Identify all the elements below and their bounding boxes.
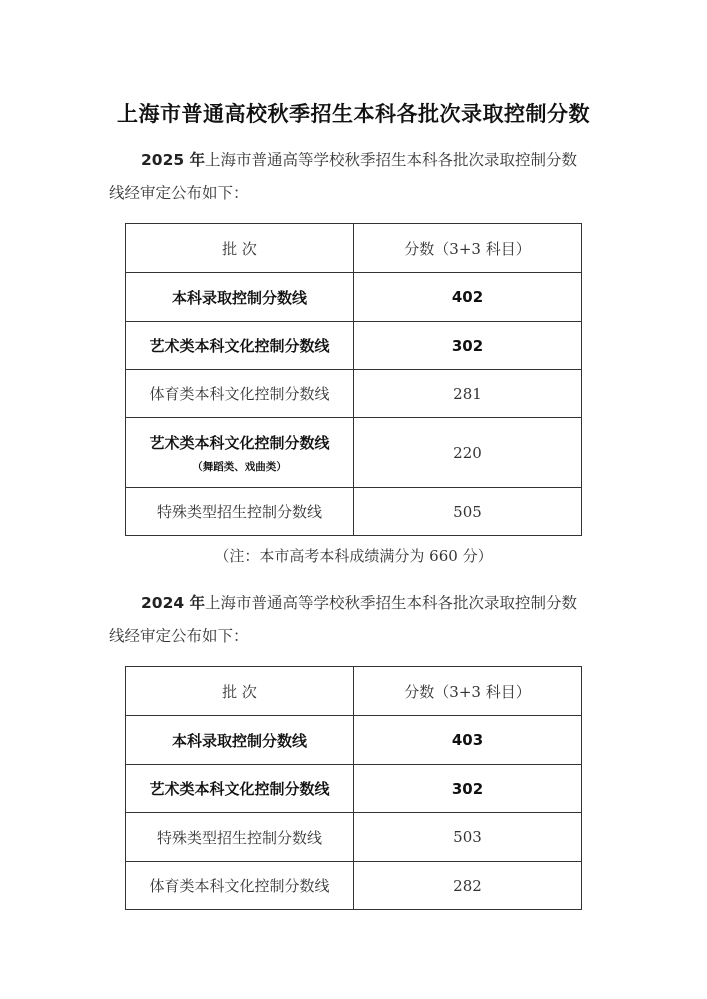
row-sublabel: （舞蹈类、戏曲类） [192, 460, 287, 473]
header-batch: 批 次 [126, 667, 354, 716]
intro-2025-line2: 线经审定公布如下： [109, 184, 249, 202]
table-row [126, 273, 582, 322]
table-row [126, 765, 582, 813]
row-label: 艺术类本科文化控制分数线 [126, 765, 354, 813]
year-2025: 2025 年 [141, 151, 206, 169]
table-row [126, 813, 582, 862]
table-row [126, 488, 582, 536]
score-table-2025 [125, 223, 582, 536]
row-score: 403 [354, 716, 582, 765]
row-label: 特殊类型招生控制分数线 [126, 813, 354, 862]
score-table-2024 [125, 666, 582, 910]
table-row [126, 716, 582, 765]
intro-2025 [109, 144, 599, 210]
row-label: 体育类本科文化控制分数线 [126, 370, 354, 418]
row-score: 302 [354, 322, 582, 370]
row-score: 281 [354, 370, 582, 418]
row-score: 282 [354, 862, 582, 910]
table-row [126, 322, 582, 370]
row-label: 艺术类本科文化控制分数线 [126, 322, 354, 370]
table-header-row [126, 224, 582, 273]
row-score: 505 [354, 488, 582, 536]
intro-2024-text: 上海市普通高等学校秋季招生本科各批次录取控制分数 [205, 594, 578, 612]
table-row [126, 862, 582, 910]
row-label: 体育类本科文化控制分数线 [126, 862, 354, 910]
intro-2025-text: 上海市普通高等学校秋季招生本科各批次录取控制分数 [205, 151, 578, 169]
header-score: 分数（3+3 科目） [354, 224, 582, 273]
row-score: 220 [354, 418, 582, 488]
note-2025: （注：本市高考本科成绩满分为 660 分） [214, 547, 493, 565]
intro-2024 [109, 587, 599, 653]
row-score: 302 [354, 765, 582, 813]
row-label: 艺术类本科文化控制分数线 [149, 433, 330, 452]
row-label-cell [126, 418, 354, 488]
intro-2024-line2: 线经审定公布如下： [109, 627, 249, 645]
row-score: 503 [354, 813, 582, 862]
row-label: 特殊类型招生控制分数线 [126, 488, 354, 536]
table-row [126, 418, 582, 488]
header-batch: 批 次 [126, 224, 354, 273]
table-header-row [126, 667, 582, 716]
page-title: 上海市普通高校秋季招生本科各批次录取控制分数 [117, 102, 590, 126]
header-score: 分数（3+3 科目） [354, 667, 582, 716]
year-2024: 2024 年 [141, 594, 206, 612]
row-score: 402 [354, 273, 582, 322]
row-label: 本科录取控制分数线 [126, 273, 354, 322]
row-label: 本科录取控制分数线 [126, 716, 354, 765]
table-row [126, 370, 582, 418]
